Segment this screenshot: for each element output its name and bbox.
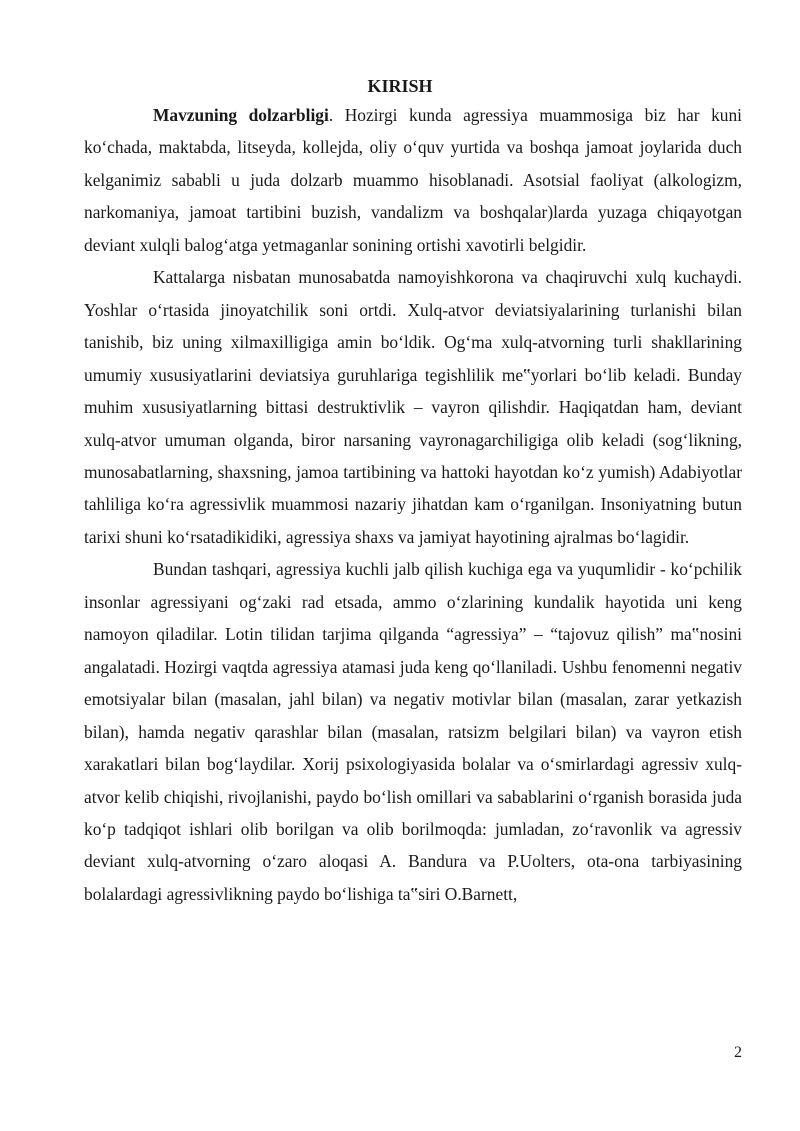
paragraph-3-text: Bundan tashqari, agressiya kuchli jalb qilish kuchiga ega va yuqumlidir - koʻpchilik insonlar agressiyani ogʻzaki rad etsada, ammo oʻzlarining kundalik hayotida uni keng namoyon qiladilar. Lotin tilidan tarjima qilganda “agressiya” – “tajovuz qilish” ma‟nosini angalatadi. Hozirgi vaqtda agressiya atamasi juda keng qoʻllaniladi. Ushbu fenomenni negativ emotsiyalar bilan (masalan, jahl bilan) va negativ motivlar bilan (masalan, zarar yetkazish bilan), hamda negativ qarashlar bilan (masalan, ratsizm belgilari bilan) va vayron etish xarakatlari bilan bogʻlaydilar. Xorij psixologiyasida bolalar va oʻsmirlardagi agressiv xulq-atvor kelib chiqishi, rivojlanishi, paydo boʻlish omillari va sabablarini oʻrganish borasida juda koʻp tadqiqot ishlari olib borilgan va olib borilmoqda: jumladan, zoʻravonlik va agressiv deviant xulq-atvorning oʻzaro aloqasi A. Bandura va P.Uolters, ota-ona tarbiyasining bolalardagi agressivlikning paydo boʻlishiga ta‟siri O.Barnett,: [84, 559, 742, 904]
paragraph-1: [84, 99, 742, 261]
paragraph-1-text: . Hozirgi kunda agressiya muammosiga biz har kuni koʻchada, maktabda, litseyda, kollejda, oliy oʻquv yurtida va boshqa jamoat joylarida duch kelganimiz sababli u juda dolzarb muammo hisoblanadi. Asotsial faoliyat (alkologizm, narkomaniya, jamoat tartibini buzish, vandalizm va boshqalar)larda yuzaga chiqayotgan deviant xulqli balogʻatga yetmaganlar sonining ortishi xavotirli belgidir.: [84, 105, 743, 255]
paragraph-1-lead: Mavzuning dolzarbligi: [153, 105, 329, 125]
paragraph-2-text: Kattalarga nisbatan munosabatda namoyishkorona va chaqiruvchi xulq kuchaydi. Yoshlar oʻrtasida jinoyatchilik soni ortdi. Xulq-atvor deviatsiyalarining turlanishi bilan tanishib, biz uning xilmaxilligiga amin boʻldik. Ogʻma xulq-atvorning turli shakllarining umumiy xususiyatlarini deviatsiya guruhlariga tegishlilik me‟yorlari boʻlib keladi. Bunday muhim xususiyatlarning bittasi destruktivlik – vayron qilishdir. Haqiqatdan ham, deviant xulq-atvor umuman olganda, biror narsaning vayronagarchiligiga olib keladi (sogʻlikning, munosabatlarning, shaxsning, jamoa tartibining va hattoki hayotdan koʻz yumish) Adabiyotlar tahliliga koʻra agressivlik muammosi nazariy jihatdan kam oʻrganilgan. Insoniyatning butun tarixi shuni koʻrsatadikidiki, agressiya shaxs va jamiyat hayotining ajralmas boʻlagidir.: [84, 267, 742, 547]
section-heading: KIRISH: [367, 76, 433, 96]
page-number: 2: [734, 1044, 742, 1061]
paragraph-3: [84, 553, 742, 910]
paragraph-2: [84, 261, 742, 553]
document-body: [84, 99, 742, 910]
